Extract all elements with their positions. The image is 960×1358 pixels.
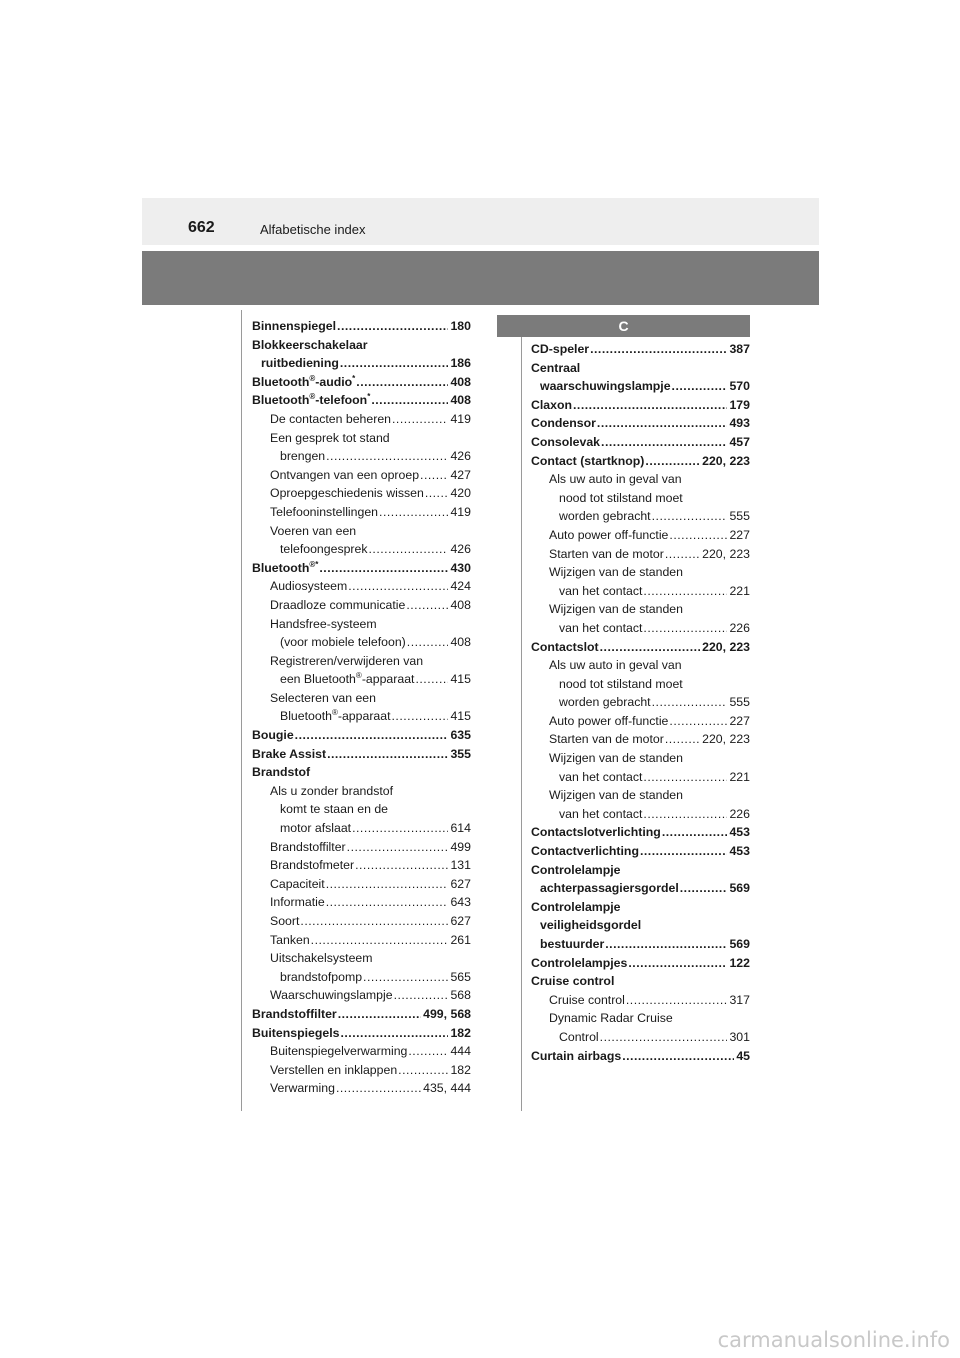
dot-leader — [392, 410, 448, 429]
index-entry-label: nood tot stilstand moet — [559, 676, 683, 691]
index-entry-label: Capaciteit — [270, 876, 325, 891]
index-entry-label: Selecteren van een — [270, 690, 376, 705]
dot-leader — [363, 968, 448, 987]
dot-leader — [652, 693, 728, 712]
dot-leader — [665, 730, 700, 749]
index-entry-label: worden gebracht — [559, 695, 651, 710]
dot-leader — [590, 340, 727, 359]
index-entry-label: bestuurder — [540, 937, 605, 951]
index-entry-page: 221 — [729, 583, 750, 598]
dot-leader — [392, 707, 449, 726]
dot-leader — [311, 931, 449, 950]
index-entry-line — [531, 861, 750, 880]
index-entry-page: 444 — [450, 1044, 471, 1059]
index-entry-label: Blokkeerschakelaar — [252, 337, 368, 352]
dot-leader — [643, 619, 727, 638]
index-entry-label: De contacten beheren — [270, 411, 392, 426]
index-entry-page: 635 — [450, 728, 471, 743]
index-entry-label: Starten van de motor — [549, 732, 664, 747]
dot-leader — [669, 526, 727, 545]
dot-leader — [680, 879, 728, 898]
index-entry-line — [531, 377, 750, 396]
dot-leader — [326, 447, 448, 466]
index-entry-line — [531, 879, 750, 898]
index-entry-line — [252, 484, 471, 503]
index-entry-label: Curtain airbags — [531, 1048, 622, 1063]
index-entry-line — [531, 600, 750, 619]
index-entry-page: 430 — [450, 560, 471, 575]
index-entry-line — [531, 730, 750, 749]
dot-leader — [420, 466, 448, 485]
index-entry-label: van het contact — [559, 620, 643, 635]
dot-leader — [319, 559, 448, 578]
index-entry-line — [531, 470, 750, 489]
index-entry-line — [531, 563, 750, 582]
dot-leader — [643, 768, 727, 787]
index-entry-label: brandstofpomp — [280, 969, 363, 984]
index-entry-line — [252, 689, 471, 708]
index-entry-line — [531, 749, 750, 768]
index-entry-page: 426 — [450, 542, 471, 557]
dot-leader — [600, 638, 700, 657]
index-entry-page: 261 — [450, 932, 471, 947]
index-entry-line — [531, 656, 750, 675]
index-entry-line — [531, 396, 750, 415]
index-entry-line — [252, 875, 471, 894]
index-entry-line — [252, 317, 471, 336]
dot-leader — [355, 856, 448, 875]
index-entry-label: Contactverlichting — [531, 844, 639, 859]
dot-leader — [626, 991, 728, 1010]
index-entry-label: Ontvangen van een oproep — [270, 467, 420, 482]
index-entry-line — [252, 968, 471, 987]
index-entry-line — [252, 596, 471, 615]
header-band — [142, 251, 819, 305]
index-entry-page: 122 — [729, 955, 750, 970]
page-number: 662 — [188, 219, 215, 236]
index-entry-label: Wijzigen van de standen — [549, 751, 683, 766]
index-entry-page: 408 — [450, 597, 471, 612]
index-entry-label: Auto power off-functie — [549, 527, 669, 542]
index-entry-page: 355 — [450, 746, 471, 761]
index-entry-label: Brandstofmeter — [270, 858, 355, 873]
dot-leader — [300, 912, 448, 931]
index-entry-line — [531, 712, 750, 731]
index-entry-label: Bluetooth®-apparaat — [280, 708, 391, 724]
index-entry-page: 499 — [450, 839, 471, 854]
dot-leader — [348, 577, 448, 596]
dot-leader — [295, 726, 449, 745]
index-entry-line — [252, 522, 471, 541]
index-entry-line — [252, 429, 471, 448]
index-entry-label: telefoongesprek — [280, 542, 368, 557]
header-top-bar — [142, 198, 819, 245]
index-entry-page: 453 — [729, 825, 750, 840]
index-entry-label: Als uw auto in geval van — [549, 658, 682, 673]
index-entry-label: Buitenspiegelverwarming — [270, 1044, 408, 1059]
dot-leader — [326, 893, 449, 912]
index-entry-label: van het contact — [559, 769, 643, 784]
dot-leader — [622, 1047, 734, 1066]
index-entry-page: 387 — [729, 342, 750, 356]
index-entry-label: motor afslaat — [280, 821, 352, 836]
dot-leader — [605, 935, 727, 954]
index-entry-page: 457 — [729, 434, 750, 449]
index-entry-page: 415 — [450, 709, 471, 724]
index-entry-page: 565 — [450, 969, 471, 984]
index-entry-line — [252, 856, 471, 875]
index-entry-page: 424 — [450, 579, 471, 594]
dot-leader — [336, 1079, 421, 1098]
dot-leader — [600, 1028, 728, 1047]
dot-leader — [406, 596, 448, 615]
index-entry-page: 614 — [450, 821, 471, 836]
dot-leader — [652, 507, 728, 526]
index-entry-page: 220, 223 — [702, 453, 750, 468]
dot-leader — [352, 819, 448, 838]
index-entry-label: Dynamic Radar Cruise — [549, 1011, 673, 1026]
dot-leader — [640, 842, 728, 861]
index-entry-label: Auto power off-functie — [549, 713, 669, 728]
index-entry-label: Informatie — [270, 895, 325, 910]
index-entry-page: 570 — [729, 379, 750, 394]
index-entry-label: Wijzigen van de standen — [549, 788, 683, 803]
index-entry-line — [531, 489, 750, 508]
index-entry-label: Uitschakelsysteem — [270, 951, 373, 966]
index-entry-line — [252, 838, 471, 857]
dot-leader — [628, 954, 727, 973]
dot-leader — [672, 377, 728, 396]
dot-leader — [597, 414, 728, 433]
index-entry-page: 220, 223 — [702, 639, 750, 654]
index-entry-line — [531, 768, 750, 787]
index-entry-line — [252, 447, 471, 466]
index-entry-page: 426 — [450, 449, 471, 464]
index-entry-label: komt te staan en de — [280, 802, 389, 817]
index-entry-line — [252, 633, 471, 652]
index-entry-line — [531, 675, 750, 694]
index-entry-page: 499, 568 — [423, 1006, 471, 1021]
index-entry-label: Bluetooth®* — [252, 559, 319, 575]
index-entry-page: 493 — [729, 416, 750, 431]
index-entry-label: Telefooninstellingen — [270, 504, 379, 519]
index-entry-page: 227 — [729, 713, 750, 728]
index-entry-line — [252, 540, 471, 559]
index-entry-page: 569 — [729, 937, 750, 951]
index-entry-label: Audiosysteem — [270, 579, 348, 594]
index-entry-line — [252, 615, 471, 634]
index-entry-label: nood tot stilstand moet — [559, 490, 683, 505]
index-entry-label: Bluetooth®-audio* — [252, 373, 356, 389]
index-entry-label: van het contact — [559, 583, 643, 598]
index-entry-label: Centraal — [531, 360, 581, 375]
index-entry-line — [252, 373, 471, 392]
index-entry-label: Als uw auto in geval van — [549, 472, 682, 487]
index-entry-label: Controlelampje — [531, 862, 621, 877]
index-entry-label: Bougie — [252, 728, 294, 743]
dot-leader — [407, 633, 449, 652]
dot-leader — [669, 712, 727, 731]
index-entry-line — [252, 800, 471, 819]
index-entry-line — [252, 931, 471, 950]
dot-leader — [645, 452, 700, 471]
index-entry-line — [531, 507, 750, 526]
index-entry-label: Binnenspiegel — [252, 319, 337, 333]
index-entry-line — [531, 340, 750, 359]
index-entry-line — [252, 986, 471, 1005]
dot-leader — [415, 670, 448, 689]
index-entry-line — [252, 912, 471, 931]
index-entry-line — [531, 619, 750, 638]
dot-leader — [601, 433, 727, 452]
dot-leader — [573, 396, 727, 415]
index-entry-line — [531, 954, 750, 973]
index-entry-line — [252, 503, 471, 522]
index-entry-page: 45 — [736, 1048, 750, 1063]
dot-leader — [379, 503, 448, 522]
index-entry-page: 427 — [450, 467, 471, 482]
index-entry-label: Brandstof — [252, 765, 311, 780]
index-entry-line — [252, 819, 471, 838]
index-entry-line — [531, 582, 750, 601]
index-entry-label: Wijzigen van de standen — [549, 565, 683, 580]
index-entry-line — [252, 1024, 471, 1043]
index-entry-page: 301 — [729, 1029, 750, 1044]
dot-leader — [371, 391, 448, 410]
index-entry-line — [531, 545, 750, 564]
dot-leader — [643, 805, 727, 824]
dot-leader — [326, 875, 449, 894]
dot-leader — [408, 1042, 448, 1061]
dot-leader — [398, 1061, 448, 1080]
index-entry-label: Oproepgeschiedenis wissen — [270, 486, 424, 501]
dot-leader — [425, 484, 449, 503]
index-entry-label: Bluetooth®-telefoon* — [252, 392, 371, 408]
index-entry-page: 221 — [729, 769, 750, 784]
index-entry-label: Contactslotverlichting — [531, 825, 661, 840]
index-entry-label: brengen — [280, 449, 326, 464]
dot-leader — [347, 838, 449, 857]
index-entry-line — [531, 823, 750, 842]
index-entry-page: 555 — [729, 509, 750, 524]
center-column-rule — [521, 337, 522, 1111]
index-entry-line — [252, 466, 471, 485]
index-entry-label: Verstellen en inklappen — [270, 1062, 398, 1077]
index-entry-label: Brandstoffilter — [270, 839, 346, 854]
index-entry-page: 227 — [729, 527, 750, 542]
index-entry-line — [531, 526, 750, 545]
index-entry-page: 420 — [450, 486, 471, 501]
index-entry-label: ruitbediening — [261, 356, 339, 371]
left-column-rule — [241, 310, 242, 1111]
index-entry-label: Condensor — [531, 416, 596, 431]
index-entry-page: 408 — [450, 393, 471, 408]
index-entry-line — [252, 391, 471, 410]
index-entry-page: 435, 444 — [423, 1081, 471, 1096]
index-entry-label: Controlelampje — [531, 899, 621, 914]
index-entry-label: CD-speler — [531, 342, 590, 356]
index-entry-line — [252, 336, 471, 355]
dot-leader — [356, 373, 448, 392]
index-entry-page: 415 — [450, 672, 471, 687]
index-entry-line — [252, 949, 471, 968]
index-entry-line — [531, 414, 750, 433]
index-column-left — [252, 317, 471, 1098]
index-entry-line — [531, 935, 750, 954]
dot-leader — [337, 317, 448, 336]
index-entry-line — [252, 652, 471, 671]
index-entry-line — [252, 745, 471, 764]
index-entry-label: veiligheidsgordel — [540, 918, 642, 933]
index-entry-page: 182 — [450, 1062, 471, 1077]
index-entry-page: 179 — [729, 397, 750, 412]
index-entry-label: Voeren van een — [270, 523, 357, 538]
index-entry-line — [531, 805, 750, 824]
index-entry-label: waarschuwingslampje — [540, 379, 671, 394]
index-entry-line — [531, 359, 750, 378]
index-entry-label: Als u zonder brandstof — [270, 783, 394, 798]
index-entry-label: Brandstoffilter — [252, 1006, 337, 1021]
index-entry-line — [531, 1047, 750, 1066]
index-entry-page: 555 — [729, 695, 750, 710]
index-entry-page: 453 — [729, 844, 750, 859]
index-entry-label: worden gebracht — [559, 509, 651, 524]
index-entry-line — [252, 559, 471, 578]
index-entry-label: Controlelampjes — [531, 955, 628, 970]
index-entry-page: 317 — [729, 992, 750, 1007]
index-entry-page: 220, 223 — [702, 732, 750, 747]
index-entry-line — [252, 763, 471, 782]
index-entry-label: Brake Assist — [252, 746, 327, 761]
index-entry-page: 180 — [450, 319, 471, 333]
dot-leader — [394, 986, 449, 1005]
index-entry-page: 627 — [450, 914, 471, 928]
index-entry-line — [531, 638, 750, 657]
index-entry-label: achterpassagiersgordel — [540, 881, 679, 896]
dot-leader — [662, 823, 728, 842]
index-entry-page: 419 — [450, 411, 471, 426]
index-entry-label: Claxon — [531, 397, 572, 412]
index-entry-line — [531, 991, 750, 1010]
index-entry-label: Handsfree-systeem — [270, 616, 377, 631]
dot-leader — [340, 354, 449, 373]
index-entry-page: 408 — [450, 374, 471, 389]
index-entry-line — [252, 707, 471, 726]
index-entry-label: Contact (startknop) — [531, 453, 645, 468]
index-entry-label: van het contact — [559, 806, 643, 821]
index-entry-label: Cruise control — [531, 974, 615, 989]
dot-leader — [665, 545, 700, 564]
index-entry-page: 226 — [729, 620, 750, 635]
index-entry-label: Starten van de motor — [549, 546, 664, 561]
index-entry-label: Consolevak — [531, 434, 601, 449]
index-entry-line — [252, 726, 471, 745]
index-entry-label: Wijzigen van de standen — [549, 602, 683, 617]
index-entry-line — [531, 916, 750, 935]
index-entry-line — [252, 1042, 471, 1061]
index-column-right — [531, 340, 750, 1065]
dot-leader — [369, 540, 449, 559]
index-entry-label: Contactslot — [531, 639, 599, 654]
index-entry-line — [252, 670, 471, 689]
index-entry-line — [531, 842, 750, 861]
index-entry-line — [531, 452, 750, 471]
index-entry-line — [252, 1061, 471, 1080]
index-entry-line — [252, 410, 471, 429]
index-entry-page: 220, 223 — [702, 546, 750, 561]
index-entry-page: 568 — [450, 988, 471, 1003]
index-entry-label: Verwarming — [270, 1081, 335, 1096]
index-entry-line — [252, 354, 471, 373]
dot-leader — [338, 1005, 421, 1024]
index-entry-label: Control — [559, 1029, 599, 1044]
index-entry-page: 419 — [450, 504, 471, 519]
index-entry-line — [531, 972, 750, 991]
dot-leader — [327, 745, 448, 764]
letter-heading-c: C — [497, 315, 750, 337]
index-entry-line — [252, 1079, 471, 1098]
dot-leader — [340, 1024, 448, 1043]
index-entry-label: Tanken — [270, 932, 310, 947]
index-entry-label: Registreren/verwijderen van — [270, 653, 424, 668]
index-entry-label: (voor mobiele telefoon) — [280, 635, 406, 650]
index-entry-line — [531, 1009, 750, 1028]
index-entry-label: een Bluetooth®-apparaat — [280, 671, 415, 687]
index-entry-line — [252, 1005, 471, 1024]
index-entry-line — [252, 893, 471, 912]
index-entry-page: 569 — [729, 881, 750, 896]
index-entry-page: 226 — [729, 806, 750, 821]
index-entry-label: Draadloze communicatie — [270, 597, 406, 612]
index-entry-page: 186 — [450, 356, 471, 371]
dot-leader — [643, 582, 727, 601]
index-entry-line — [531, 786, 750, 805]
index-entry-page: 643 — [450, 895, 471, 910]
index-entry-label: Waarschuwingslampje — [270, 988, 393, 1003]
index-entry-line — [531, 693, 750, 712]
index-entry-page: 182 — [450, 1025, 471, 1040]
section-title: Alfabetische index — [260, 222, 366, 237]
index-entry-page: 627 — [450, 876, 471, 891]
index-entry-label: Een gesprek tot stand — [270, 430, 390, 445]
index-entry-line — [252, 577, 471, 596]
index-entry-label: Cruise control — [549, 992, 625, 1007]
index-entry-label: Soort — [270, 914, 300, 928]
index-entry-page: 131 — [450, 858, 471, 873]
index-entry-line — [252, 782, 471, 801]
index-entry-line — [531, 1028, 750, 1047]
index-entry-line — [531, 433, 750, 452]
watermark: carmanualsonline.info — [717, 1328, 950, 1352]
index-entry-page: 408 — [450, 635, 471, 650]
index-entry-label: Buitenspiegels — [252, 1025, 340, 1040]
index-entry-line — [531, 898, 750, 917]
